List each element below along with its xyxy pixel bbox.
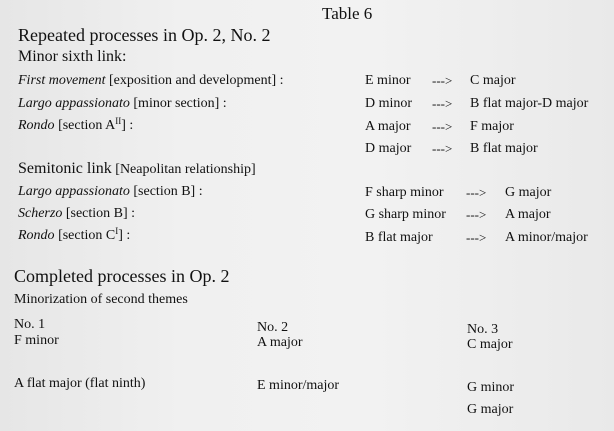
section-text: [section C: [54, 228, 116, 243]
key-to: A minor/major: [505, 230, 588, 245]
minor-sixth-row-2-label: [18, 96, 227, 112]
work-name: Rondo: [18, 118, 55, 133]
section-text: [minor section] :: [129, 96, 227, 111]
repeated-heading: Repeated processes in Op. 2, No. 2: [18, 25, 271, 45]
section-text: [section A: [54, 118, 116, 133]
key-to: G major: [505, 185, 552, 200]
minor-sixth-row-3-label: [18, 118, 133, 134]
key-to: C major: [470, 73, 516, 88]
semitonic-row-2-label: [18, 206, 135, 222]
work-name: Rondo: [18, 228, 55, 243]
key-to: B flat major: [470, 141, 538, 156]
key-to: F major: [470, 119, 514, 134]
minorization-heading: Minorization of second themes: [14, 292, 188, 307]
column-third-key: G major: [467, 402, 514, 417]
arrow: --->: [466, 207, 487, 222]
key-from: E minor: [365, 73, 411, 88]
column-label: No. 2: [257, 320, 289, 335]
completed-heading: Completed processes in Op. 2: [14, 266, 230, 286]
section-text: [section B] :: [62, 206, 136, 221]
key-from: F sharp minor: [365, 185, 444, 200]
work-name: Scherzo: [18, 206, 63, 221]
column-key: A major: [257, 335, 303, 350]
section-close: ] :: [121, 118, 134, 133]
semitonic-row-3-label: [18, 228, 130, 244]
work-name: First movement: [18, 73, 106, 88]
table-title: Table 6: [322, 4, 373, 23]
minor-sixth-row-1-label: [18, 73, 284, 89]
section-text: [section B] :: [129, 184, 203, 199]
arrow: --->: [432, 96, 453, 111]
section-text: [exposition and development] :: [105, 73, 284, 88]
key-to: A major: [505, 207, 551, 222]
column-second-key: G minor: [467, 380, 515, 395]
semitonic-heading-text: Semitonic link: [18, 160, 112, 177]
arrow: --->: [466, 185, 487, 200]
semitonic-row-1-label: [18, 184, 203, 200]
minor-sixth-heading: Minor sixth link:: [18, 48, 127, 65]
column-key: F minor: [14, 333, 59, 348]
key-from: B flat major: [365, 230, 433, 245]
work-name: Largo appassionato: [18, 184, 130, 199]
arrow: --->: [432, 119, 453, 134]
section-superscript: I: [115, 226, 119, 236]
column-key: C major: [467, 337, 513, 352]
arrow: --->: [432, 141, 453, 156]
column-second-key: A flat major (flat ninth): [14, 376, 146, 391]
key-from: A major: [365, 119, 411, 134]
key-from: G sharp minor: [365, 207, 446, 222]
section-superscript: II: [115, 116, 122, 126]
key-from: D major: [365, 141, 412, 156]
semitonic-heading: [18, 160, 256, 178]
column-label: No. 3: [467, 322, 499, 337]
work-name: Largo appassionato: [18, 96, 130, 111]
semitonic-heading-note: [Neapolitan relationship]: [111, 162, 256, 177]
key-to: B flat major-D major: [470, 96, 589, 111]
key-from: D minor: [365, 96, 413, 111]
arrow: --->: [466, 230, 487, 245]
column-second-key: E minor/major: [257, 378, 340, 393]
section-close: ] :: [118, 228, 131, 243]
arrow: --->: [432, 73, 453, 88]
column-label: No. 1: [14, 317, 46, 332]
